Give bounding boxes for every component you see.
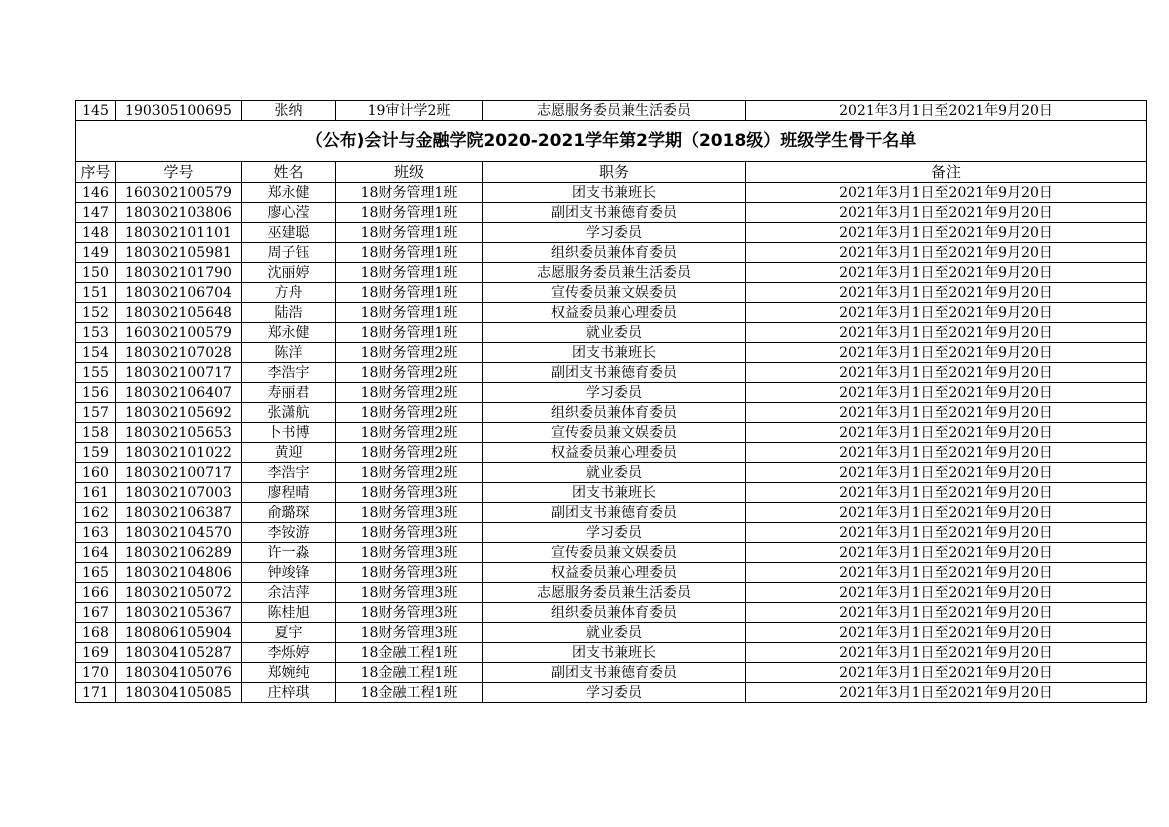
role-cell: 副团支书兼德育委员 — [483, 203, 746, 223]
name-cell: 巫建聪 — [242, 223, 336, 243]
seq-cell: 171 — [76, 683, 116, 703]
note-cell: 2021年3月1日至2021年9月20日 — [746, 223, 1147, 243]
name-cell: 庄梓琪 — [242, 683, 336, 703]
student-id-cell: 180302103806 — [116, 203, 242, 223]
table-row — [76, 663, 1147, 683]
table-row — [76, 583, 1147, 603]
student-id-cell: 180806105904 — [116, 623, 242, 643]
note-cell: 2021年3月1日至2021年9月20日 — [746, 203, 1147, 223]
name-cell: 俞璐琛 — [242, 503, 336, 523]
name-cell: 李浩宇 — [242, 463, 336, 483]
role-cell: 副团支书兼德育委员 — [483, 663, 746, 683]
name-cell: 陈桂旭 — [242, 603, 336, 623]
name-cell: 卜书博 — [242, 423, 336, 443]
student-id-cell: 180304105085 — [116, 683, 242, 703]
name-cell: 李铵游 — [242, 523, 336, 543]
note-cell: 2021年3月1日至2021年9月20日 — [746, 663, 1147, 683]
role-cell: 团支书兼班长 — [483, 483, 746, 503]
seq-cell: 163 — [76, 523, 116, 543]
header-role: 职务 — [483, 162, 746, 183]
note-cell: 2021年3月1日至2021年9月20日 — [746, 463, 1147, 483]
name-cell: 廖程晴 — [242, 483, 336, 503]
note-cell: 2021年3月1日至2021年9月20日 — [746, 483, 1147, 503]
class-cell: 18财务管理2班 — [336, 443, 483, 463]
student-id-cell: 180302101022 — [116, 443, 242, 463]
role-cell: 宣传委员兼文娱委员 — [483, 543, 746, 563]
class-cell: 18财务管理3班 — [336, 543, 483, 563]
seq-cell: 160 — [76, 463, 116, 483]
table-row — [76, 643, 1147, 663]
note-cell: 2021年3月1日至2021年9月20日 — [746, 583, 1147, 603]
seq-cell: 146 — [76, 183, 116, 203]
name-cell: 李浩宇 — [242, 363, 336, 383]
student-id-cell: 180302106387 — [116, 503, 242, 523]
class-cell: 18财务管理2班 — [336, 343, 483, 363]
title-row — [76, 121, 1147, 162]
role-cell: 组织委员兼体育委员 — [483, 403, 746, 423]
student-id-cell: 160302100579 — [116, 183, 242, 203]
name-cell: 陆浩 — [242, 303, 336, 323]
header-row — [76, 162, 1147, 183]
note-cell: 2021年3月1日至2021年9月20日 — [746, 243, 1147, 263]
class-cell: 18财务管理3班 — [336, 583, 483, 603]
seq-cell: 156 — [76, 383, 116, 403]
student-id-cell: 190305100695 — [116, 101, 242, 121]
seq-cell: 145 — [76, 101, 116, 121]
name-cell: 廖心滢 — [242, 203, 336, 223]
header-class: 班级 — [336, 162, 483, 183]
table-row — [76, 543, 1147, 563]
header-seq: 序号 — [76, 162, 116, 183]
role-cell: 权益委员兼心理委员 — [483, 563, 746, 583]
name-cell: 陈洋 — [242, 343, 336, 363]
class-cell: 18财务管理1班 — [336, 283, 483, 303]
note-cell: 2021年3月1日至2021年9月20日 — [746, 323, 1147, 343]
role-cell: 就业委员 — [483, 623, 746, 643]
name-cell: 方舟 — [242, 283, 336, 303]
name-cell: 郑婉纯 — [242, 663, 336, 683]
role-cell: 宣传委员兼文娱委员 — [483, 283, 746, 303]
student-id-cell: 180302105981 — [116, 243, 242, 263]
role-cell: 学习委员 — [483, 223, 746, 243]
class-cell: 18财务管理3班 — [336, 603, 483, 623]
seq-cell: 166 — [76, 583, 116, 603]
seq-cell: 150 — [76, 263, 116, 283]
note-cell: 2021年3月1日至2021年9月20日 — [746, 543, 1147, 563]
role-cell: 志愿服务委员兼生活委员 — [483, 263, 746, 283]
class-cell: 18财务管理1班 — [336, 243, 483, 263]
table-row — [76, 283, 1147, 303]
note-cell: 2021年3月1日至2021年9月20日 — [746, 303, 1147, 323]
name-cell: 钟竣锋 — [242, 563, 336, 583]
table-row — [76, 443, 1147, 463]
seq-cell: 169 — [76, 643, 116, 663]
name-cell: 夏宇 — [242, 623, 336, 643]
seq-cell: 164 — [76, 543, 116, 563]
role-cell: 副团支书兼德育委员 — [483, 363, 746, 383]
note-cell: 2021年3月1日至2021年9月20日 — [746, 503, 1147, 523]
role-cell: 学习委员 — [483, 383, 746, 403]
seq-cell: 162 — [76, 503, 116, 523]
role-cell: 就业委员 — [483, 323, 746, 343]
name-cell: 周子钰 — [242, 243, 336, 263]
note-cell: 2021年3月1日至2021年9月20日 — [746, 643, 1147, 663]
table-row — [76, 463, 1147, 483]
note-cell: 2021年3月1日至2021年9月20日 — [746, 283, 1147, 303]
role-cell: 权益委员兼心理委员 — [483, 303, 746, 323]
table-row — [76, 203, 1147, 223]
role-cell: 志愿服务委员兼生活委员 — [483, 101, 746, 121]
class-cell: 19审计学2班 — [336, 101, 483, 121]
seq-cell: 148 — [76, 223, 116, 243]
student-id-cell: 180302105692 — [116, 403, 242, 423]
student-leaders-table — [75, 100, 1147, 703]
student-id-cell: 180302105648 — [116, 303, 242, 323]
student-id-cell: 180302106289 — [116, 543, 242, 563]
note-cell: 2021年3月1日至2021年9月20日 — [746, 263, 1147, 283]
student-id-cell: 180302101101 — [116, 223, 242, 243]
role-cell: 团支书兼班长 — [483, 183, 746, 203]
class-cell: 18财务管理2班 — [336, 403, 483, 423]
student-id-cell: 180302100717 — [116, 363, 242, 383]
student-id-cell: 180304105287 — [116, 643, 242, 663]
class-cell: 18金融工程1班 — [336, 643, 483, 663]
table-title: （公布)会计与金融学院2020-2021学年第2学期（2018级）班级学生骨干名单 — [76, 121, 1147, 162]
student-id-cell: 180302107003 — [116, 483, 242, 503]
seq-cell: 154 — [76, 343, 116, 363]
seq-cell: 157 — [76, 403, 116, 423]
class-cell: 18财务管理3班 — [336, 483, 483, 503]
table-row — [76, 423, 1147, 443]
seq-cell: 149 — [76, 243, 116, 263]
note-cell: 2021年3月1日至2021年9月20日 — [746, 343, 1147, 363]
class-cell: 18财务管理2班 — [336, 383, 483, 403]
class-cell: 18财务管理1班 — [336, 203, 483, 223]
name-cell: 寿丽君 — [242, 383, 336, 403]
role-cell: 副团支书兼德育委员 — [483, 503, 746, 523]
class-cell: 18金融工程1班 — [336, 683, 483, 703]
table-row — [76, 503, 1147, 523]
class-cell: 18财务管理2班 — [336, 423, 483, 443]
note-cell: 2021年3月1日至2021年9月20日 — [746, 623, 1147, 643]
table-row — [76, 483, 1147, 503]
table-body — [76, 101, 1147, 703]
student-id-cell: 180302105367 — [116, 603, 242, 623]
seq-cell: 158 — [76, 423, 116, 443]
seq-cell: 155 — [76, 363, 116, 383]
class-cell: 18财务管理2班 — [336, 463, 483, 483]
student-id-cell: 180302107028 — [116, 343, 242, 363]
name-cell: 沈丽婷 — [242, 263, 336, 283]
note-cell: 2021年3月1日至2021年9月20日 — [746, 383, 1147, 403]
table-row — [76, 183, 1147, 203]
table-row — [76, 323, 1147, 343]
seq-cell: 167 — [76, 603, 116, 623]
table-row — [76, 343, 1147, 363]
note-cell: 2021年3月1日至2021年9月20日 — [746, 403, 1147, 423]
student-id-cell: 180302106704 — [116, 283, 242, 303]
note-cell: 2021年3月1日至2021年9月20日 — [746, 443, 1147, 463]
table-row — [76, 403, 1147, 423]
name-cell: 黄迎 — [242, 443, 336, 463]
role-cell: 学习委员 — [483, 683, 746, 703]
student-id-cell: 180304105076 — [116, 663, 242, 683]
class-cell: 18金融工程1班 — [336, 663, 483, 683]
class-cell: 18财务管理1班 — [336, 223, 483, 243]
table-row — [76, 263, 1147, 283]
student-id-cell: 180302104806 — [116, 563, 242, 583]
role-cell: 组织委员兼体育委员 — [483, 603, 746, 623]
role-cell: 团支书兼班长 — [483, 343, 746, 363]
student-id-cell: 180302101790 — [116, 263, 242, 283]
role-cell: 学习委员 — [483, 523, 746, 543]
seq-cell: 153 — [76, 323, 116, 343]
student-id-cell: 180302100717 — [116, 463, 242, 483]
name-cell: 张潇航 — [242, 403, 336, 423]
student-id-cell: 180302105653 — [116, 423, 242, 443]
note-cell: 2021年3月1日至2021年9月20日 — [746, 603, 1147, 623]
seq-cell: 165 — [76, 563, 116, 583]
note-cell: 2021年3月1日至2021年9月20日 — [746, 183, 1147, 203]
table-row — [76, 523, 1147, 543]
name-cell: 张纳 — [242, 101, 336, 121]
student-id-cell: 180302104570 — [116, 523, 242, 543]
note-cell: 2021年3月1日至2021年9月20日 — [746, 563, 1147, 583]
class-cell: 18财务管理3班 — [336, 563, 483, 583]
class-cell: 18财务管理1班 — [336, 323, 483, 343]
role-cell: 团支书兼班长 — [483, 643, 746, 663]
header-name: 姓名 — [242, 162, 336, 183]
table-row — [76, 603, 1147, 623]
table-row — [76, 101, 1147, 121]
class-cell: 18财务管理2班 — [336, 363, 483, 383]
seq-cell: 159 — [76, 443, 116, 463]
seq-cell: 151 — [76, 283, 116, 303]
table-row — [76, 303, 1147, 323]
class-cell: 18财务管理1班 — [336, 263, 483, 283]
table-row — [76, 683, 1147, 703]
name-cell: 李烁婷 — [242, 643, 336, 663]
name-cell: 余洁萍 — [242, 583, 336, 603]
header-id: 学号 — [116, 162, 242, 183]
table-row — [76, 243, 1147, 263]
header-note: 备注 — [746, 162, 1147, 183]
role-cell: 组织委员兼体育委员 — [483, 243, 746, 263]
student-id-cell: 160302100579 — [116, 323, 242, 343]
note-cell: 2021年3月1日至2021年9月20日 — [746, 363, 1147, 383]
role-cell: 宣传委员兼文娱委员 — [483, 423, 746, 443]
note-cell: 2021年3月1日至2021年9月20日 — [746, 523, 1147, 543]
table-row — [76, 223, 1147, 243]
name-cell: 郑永健 — [242, 183, 336, 203]
student-id-cell: 180302106407 — [116, 383, 242, 403]
seq-cell: 147 — [76, 203, 116, 223]
seq-cell: 152 — [76, 303, 116, 323]
note-cell: 2021年3月1日至2021年9月20日 — [746, 683, 1147, 703]
table-row — [76, 363, 1147, 383]
seq-cell: 168 — [76, 623, 116, 643]
table-row — [76, 563, 1147, 583]
seq-cell: 161 — [76, 483, 116, 503]
seq-cell: 170 — [76, 663, 116, 683]
table-row — [76, 623, 1147, 643]
class-cell: 18财务管理3班 — [336, 503, 483, 523]
class-cell: 18财务管理3班 — [336, 523, 483, 543]
student-id-cell: 180302105072 — [116, 583, 242, 603]
note-cell: 2021年3月1日至2021年9月20日 — [746, 423, 1147, 443]
class-cell: 18财务管理1班 — [336, 303, 483, 323]
name-cell: 郑永健 — [242, 323, 336, 343]
role-cell: 权益委员兼心理委员 — [483, 443, 746, 463]
role-cell: 就业委员 — [483, 463, 746, 483]
name-cell: 许一淼 — [242, 543, 336, 563]
class-cell: 18财务管理3班 — [336, 623, 483, 643]
class-cell: 18财务管理1班 — [336, 183, 483, 203]
role-cell: 志愿服务委员兼生活委员 — [483, 583, 746, 603]
note-cell: 2021年3月1日至2021年9月20日 — [746, 101, 1147, 121]
table-row — [76, 383, 1147, 403]
